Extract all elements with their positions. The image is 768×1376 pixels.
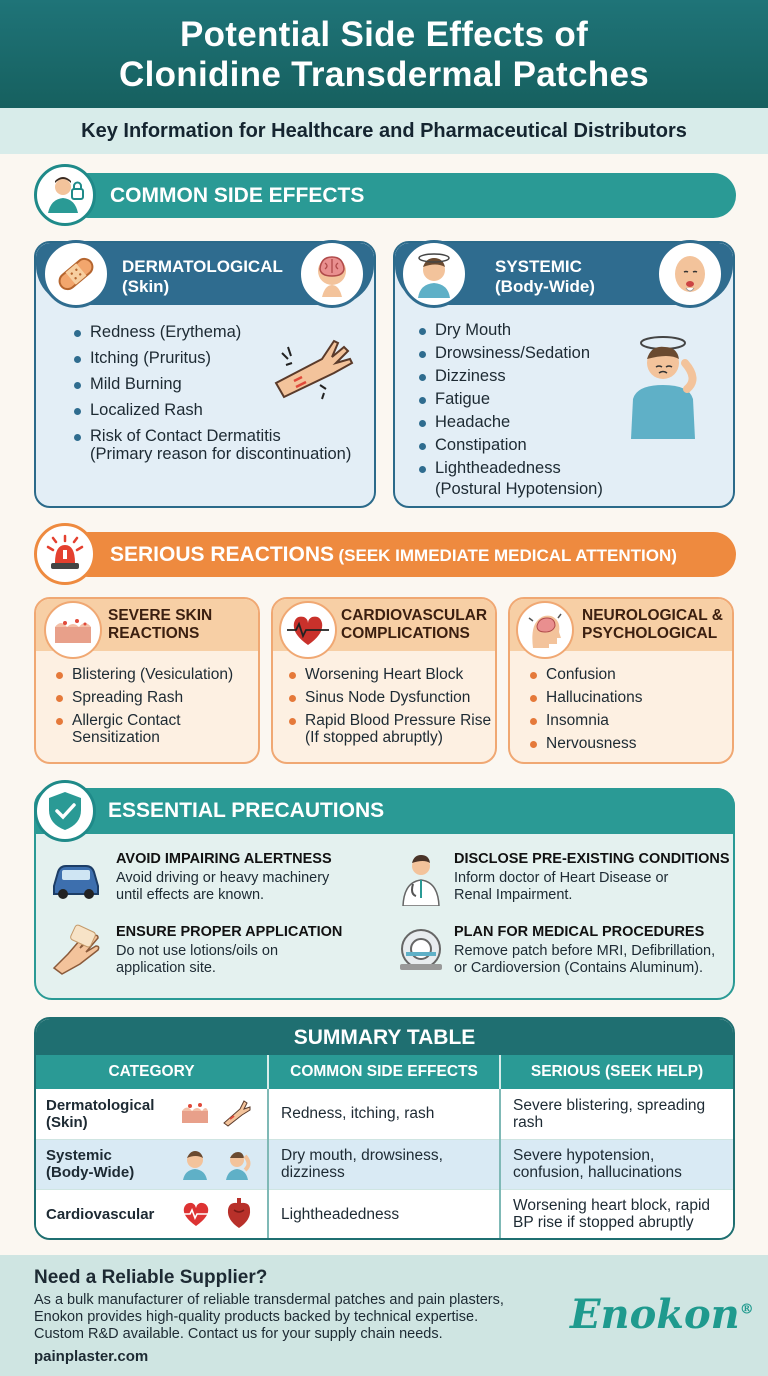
list-item: Risk of Contact Dermatitis bbox=[72, 425, 372, 448]
precautions-card bbox=[34, 788, 735, 1000]
footer-title: Need a Reliable Supplier? bbox=[34, 1267, 268, 1288]
page-subtitle: Key Information for Healthcare and Pharmaceutical Distributors bbox=[0, 108, 768, 154]
serious-effects-cell: Severe hypotension, confusion, hallucinations bbox=[513, 1147, 682, 1181]
common-effects-cell: Dry mouth, drowsiness, dizziness bbox=[281, 1147, 443, 1181]
list-item: Spreading Rash bbox=[54, 686, 264, 709]
precaution-alertness: AVOID IMPAIRING ALERTNESS Avoid driving or heavy machinery until effects are known. bbox=[116, 851, 332, 903]
common-effects-cell: Lightheadedness bbox=[281, 1205, 400, 1223]
skin-layer-icon bbox=[44, 601, 102, 659]
neuro-header: NEUROLOGICAL & PSYCHOLOGICAL bbox=[510, 599, 732, 651]
precautions-title: ESSENTIAL PRECAUTIONS bbox=[108, 799, 385, 822]
arm-icon bbox=[222, 1097, 252, 1132]
column-header: COMMON SIDE EFFECTS bbox=[268, 1055, 500, 1089]
footer-website[interactable]: painplaster.com bbox=[34, 1348, 149, 1365]
severe-skin-list bbox=[54, 663, 264, 732]
list-item: Headache bbox=[417, 411, 637, 434]
cardio-header: CARDIOVASCULAR COMPLICATIONS bbox=[273, 599, 495, 651]
list-item: Constipation bbox=[417, 434, 637, 457]
list-item: Mild Burning bbox=[72, 373, 372, 396]
list-item: Sinus Node Dysfunction bbox=[287, 686, 501, 709]
shield-check-icon bbox=[34, 780, 96, 842]
systemic-title: SYSTEMIC (Body-Wide) bbox=[495, 257, 595, 296]
list-item: Localized Rash bbox=[72, 399, 372, 422]
list-item: Dry Mouth bbox=[417, 319, 637, 342]
systemic-list bbox=[417, 319, 637, 480]
irritated-arm-icon bbox=[272, 323, 358, 408]
footer bbox=[0, 1255, 768, 1376]
precaution-conditions: DISCLOSE PRE-EXISTING CONDITIONS Inform doctor of Heart Disease or Renal Impairment. bbox=[454, 851, 730, 903]
doctor-icon bbox=[34, 164, 96, 226]
list-item: Lightheadedness bbox=[417, 457, 637, 480]
systemic-note: (Postural Hypotension) bbox=[435, 480, 603, 498]
heart-ecg-icon bbox=[279, 601, 337, 659]
anatomical-heart-icon bbox=[224, 1196, 254, 1235]
dizzy-person-icon bbox=[625, 329, 711, 444]
summary-table bbox=[36, 1055, 733, 1239]
dermatological-note: (Primary reason for discontinuation) bbox=[90, 445, 352, 463]
dizzy-face-icon bbox=[180, 1148, 210, 1185]
serious-effects-cell: Severe blistering, spreading rash bbox=[513, 1096, 706, 1131]
list-item: Fatigue bbox=[417, 388, 637, 411]
precaution-application: ENSURE PROPER APPLICATION Do not use lotions/oils on application site. bbox=[116, 924, 343, 976]
bandage-icon bbox=[42, 240, 110, 308]
page-header bbox=[0, 0, 768, 108]
summary-title: SUMMARY TABLE bbox=[36, 1019, 733, 1055]
table-row bbox=[36, 1189, 733, 1239]
cardio-list bbox=[287, 663, 501, 732]
doctor-avatar-icon bbox=[398, 852, 444, 911]
list-item: Nervousness bbox=[528, 732, 728, 755]
brain-head-icon bbox=[516, 601, 574, 659]
summary-table-card bbox=[34, 1017, 735, 1240]
dermatological-title: DERMATOLOGICAL (Skin) bbox=[122, 257, 283, 296]
table-header-row bbox=[36, 1055, 733, 1089]
list-item: Redness (Erythema) bbox=[72, 321, 372, 344]
serious-section-title: SERIOUS REACTIONS bbox=[110, 543, 335, 566]
dry-mouth-face-icon bbox=[656, 240, 724, 308]
heart-rate-icon bbox=[180, 1200, 212, 1233]
footer-text: As a bulk manufacturer of reliable transdermal patches and pain plasters, Enokon provides high-quality products backed by technical expertise. Custom R&D available. Contact us for your supply chain needs. bbox=[34, 1292, 504, 1342]
column-header: SERIOUS (SEEK HELP) bbox=[530, 1063, 704, 1080]
brain-icon bbox=[298, 240, 366, 308]
serious-section-banner bbox=[66, 532, 736, 577]
serious-effects-cell: Worsening heart block, rapid BP rise if stopped abruptly bbox=[513, 1197, 711, 1232]
table-row bbox=[36, 1089, 733, 1139]
cardio-note: (If stopped abruptly) bbox=[305, 729, 443, 746]
mri-scanner-icon bbox=[396, 928, 446, 979]
neuro-list bbox=[528, 663, 728, 755]
list-item: Dizziness bbox=[417, 365, 637, 388]
neuro-card bbox=[508, 597, 734, 764]
brand-logo: Enokon® bbox=[570, 1291, 754, 1338]
severe-skin-card bbox=[34, 597, 260, 764]
common-section-title: COMMON SIDE EFFECTS bbox=[110, 184, 365, 207]
severe-skin-note: Sensitization bbox=[72, 729, 160, 746]
page-title: Potential Side Effects of Clonidine Transdermal Patches bbox=[119, 15, 649, 94]
common-section-banner bbox=[66, 173, 736, 218]
list-item: Allergic Contact bbox=[54, 709, 264, 732]
severe-skin-header: SEVERE SKIN REACTIONS bbox=[36, 599, 258, 651]
list-item: Insomnia bbox=[528, 709, 728, 732]
list-item: Worsening Heart Block bbox=[287, 663, 501, 686]
headache-person-icon bbox=[224, 1148, 254, 1185]
list-item: Itching (Pruritus) bbox=[72, 347, 372, 370]
common-effects-cell: Redness, itching, rash bbox=[281, 1105, 435, 1123]
skin-icon bbox=[180, 1099, 210, 1130]
list-item: Confusion bbox=[528, 663, 728, 686]
list-item: Blistering (Vesiculation) bbox=[54, 663, 264, 686]
serious-section-subtitle: (SEEK IMMEDIATE MEDICAL ATTENTION) bbox=[338, 546, 677, 565]
hand-patch-icon bbox=[50, 924, 102, 981]
category-label: Dermatological (Skin) bbox=[46, 1096, 155, 1131]
precaution-procedures: PLAN FOR MEDICAL PROCEDURES Remove patch before MRI, Defibrillation, or Cardioversion (Contains Aluminum). bbox=[454, 924, 716, 976]
column-header: CATEGORY bbox=[36, 1055, 268, 1089]
headache-icon bbox=[400, 240, 468, 308]
car-icon bbox=[50, 860, 102, 905]
alarm-light-icon bbox=[34, 523, 96, 585]
list-item: Hallucinations bbox=[528, 686, 728, 709]
list-item: Drowsiness/Sedation bbox=[417, 342, 637, 365]
cardio-card bbox=[271, 597, 497, 764]
table-row bbox=[36, 1139, 733, 1189]
list-item: Rapid Blood Pressure Rise bbox=[287, 709, 501, 732]
category-label: Cardiovascular bbox=[46, 1205, 155, 1223]
category-label: Systemic (Body-Wide) bbox=[46, 1147, 135, 1181]
precautions-header bbox=[34, 788, 735, 834]
